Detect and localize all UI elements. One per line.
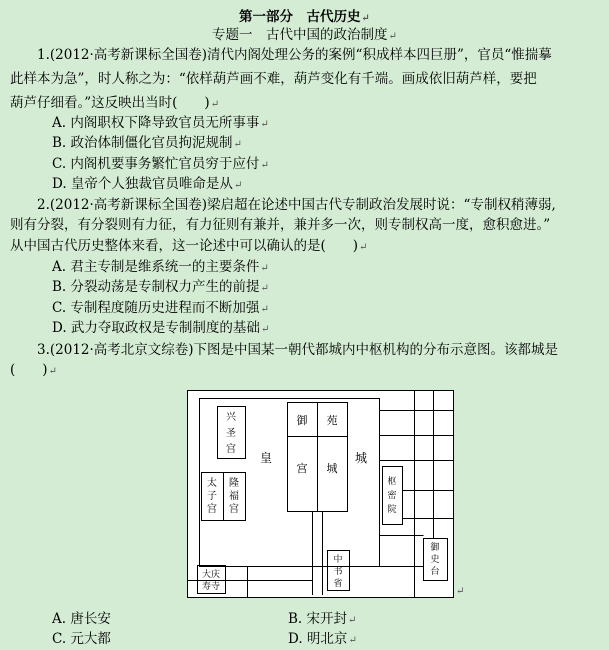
map-label-palace-gong: 宫 [296, 462, 308, 475]
map-label-xing: 兴 [226, 412, 236, 423]
map-label-yu: 御 [296, 414, 308, 427]
map-label-zhong: 中 [333, 555, 343, 565]
map-label-sheng: 圣 [226, 428, 236, 439]
map-label-long: 隆 [229, 478, 239, 489]
q1-line: 1.(2012·高考新课标全国卷)清代内阁处理公务的案例“积成样本四巨册”，官员“惟揣摹 [37, 47, 552, 63]
q2-line: 2.(2012·高考新课标全国卷)梁启超在论述中国古代专制政治发展时说：“专制权稍薄弱, [37, 197, 556, 213]
q3-option-c: C. 元大都 [52, 631, 111, 647]
q3-option-d: D. 明北京↵ [288, 631, 357, 647]
q2-option-c: C. 专制程度随历史进程而不断加强↵ [52, 300, 269, 316]
map-label-gong: 宫 [226, 444, 236, 455]
map-label-fu: 福 [229, 491, 239, 502]
map-label-yu2: 御 [430, 543, 440, 553]
q2-option-b: B. 分裂动荡是专制权力产生的前提↵ [52, 279, 269, 295]
part-title: 第一部分 古代历史↵ [239, 9, 370, 25]
map-label-tai2: 台 [430, 567, 440, 577]
q2-line: 从中国古代历史整体来看，这一论述中可以确认的是( )↵ [10, 238, 368, 254]
q3-option-b: B. 宋开封↵ [288, 611, 357, 627]
map-label-longfu-gong: 宫 [229, 504, 239, 515]
map-label-shu: 枢 [387, 477, 397, 487]
map-label-palace-cheng: 城 [326, 462, 338, 475]
map-label-cheng: 城 [354, 451, 368, 465]
q3-option-a: A. 唐长安 [52, 611, 111, 627]
map-label-shi: 史 [430, 555, 440, 565]
q2-line: 则有分裂，有分裂则有力征，有力征则有兼并，兼并多一次，则专制权高一度，愈积愈进。” [10, 217, 551, 233]
map-label-yuan-office: 院 [387, 505, 397, 515]
q1-line: 葫芦仔细看。”这反映出当时( )↵ [10, 95, 220, 111]
q2-option-d: D. 武力夺取政权是专制制度的基础↵ [52, 320, 270, 336]
capital-city-map [187, 390, 454, 598]
topic-title: 专题一 古代中国的政治制度↵ [212, 27, 397, 43]
q3-line: ( )↵ [10, 362, 57, 378]
map-para-mark: ↵ [456, 586, 465, 597]
q1-line: 此样本为急”，时人称之为：“依样葫芦画不难，葫芦变化有千端。画成依旧葫芦样，要把 [10, 71, 537, 87]
q3-line: 3.(2012·高考北京文综卷)下图是中国某一朝代都城内中枢机构的分布示意图。该都城是 [37, 342, 559, 358]
map-label-shu2: 书 [333, 567, 343, 577]
q1-option-c: C. 内阁机要事务繁忙官员穷于应付↵ [52, 156, 269, 172]
map-label-taizi-gong: 宫 [207, 504, 217, 515]
map-label-yuan: 苑 [326, 414, 338, 427]
q1-option-d: D. 皇帝个人独裁官员唯命是从↵ [52, 176, 243, 192]
map-label-daqing: 大庆 [201, 570, 221, 580]
map-label-huang: 皇 [259, 451, 273, 465]
q1-option-a: A. 内阁职权下降导致官员无所事事↵ [52, 115, 269, 131]
map-label-tai: 太 [207, 478, 217, 489]
map-label-sheng2: 省 [333, 579, 343, 589]
map-label-mi: 密 [387, 491, 397, 501]
q2-option-a: A. 君主专制是维系统一的主要条件↵ [52, 259, 269, 275]
q1-option-b: B. 政治体制僵化官员拘泥规制↵ [52, 135, 242, 151]
map-label-zi: 子 [207, 491, 217, 502]
map-label-shousi: 寿寺 [201, 582, 221, 592]
